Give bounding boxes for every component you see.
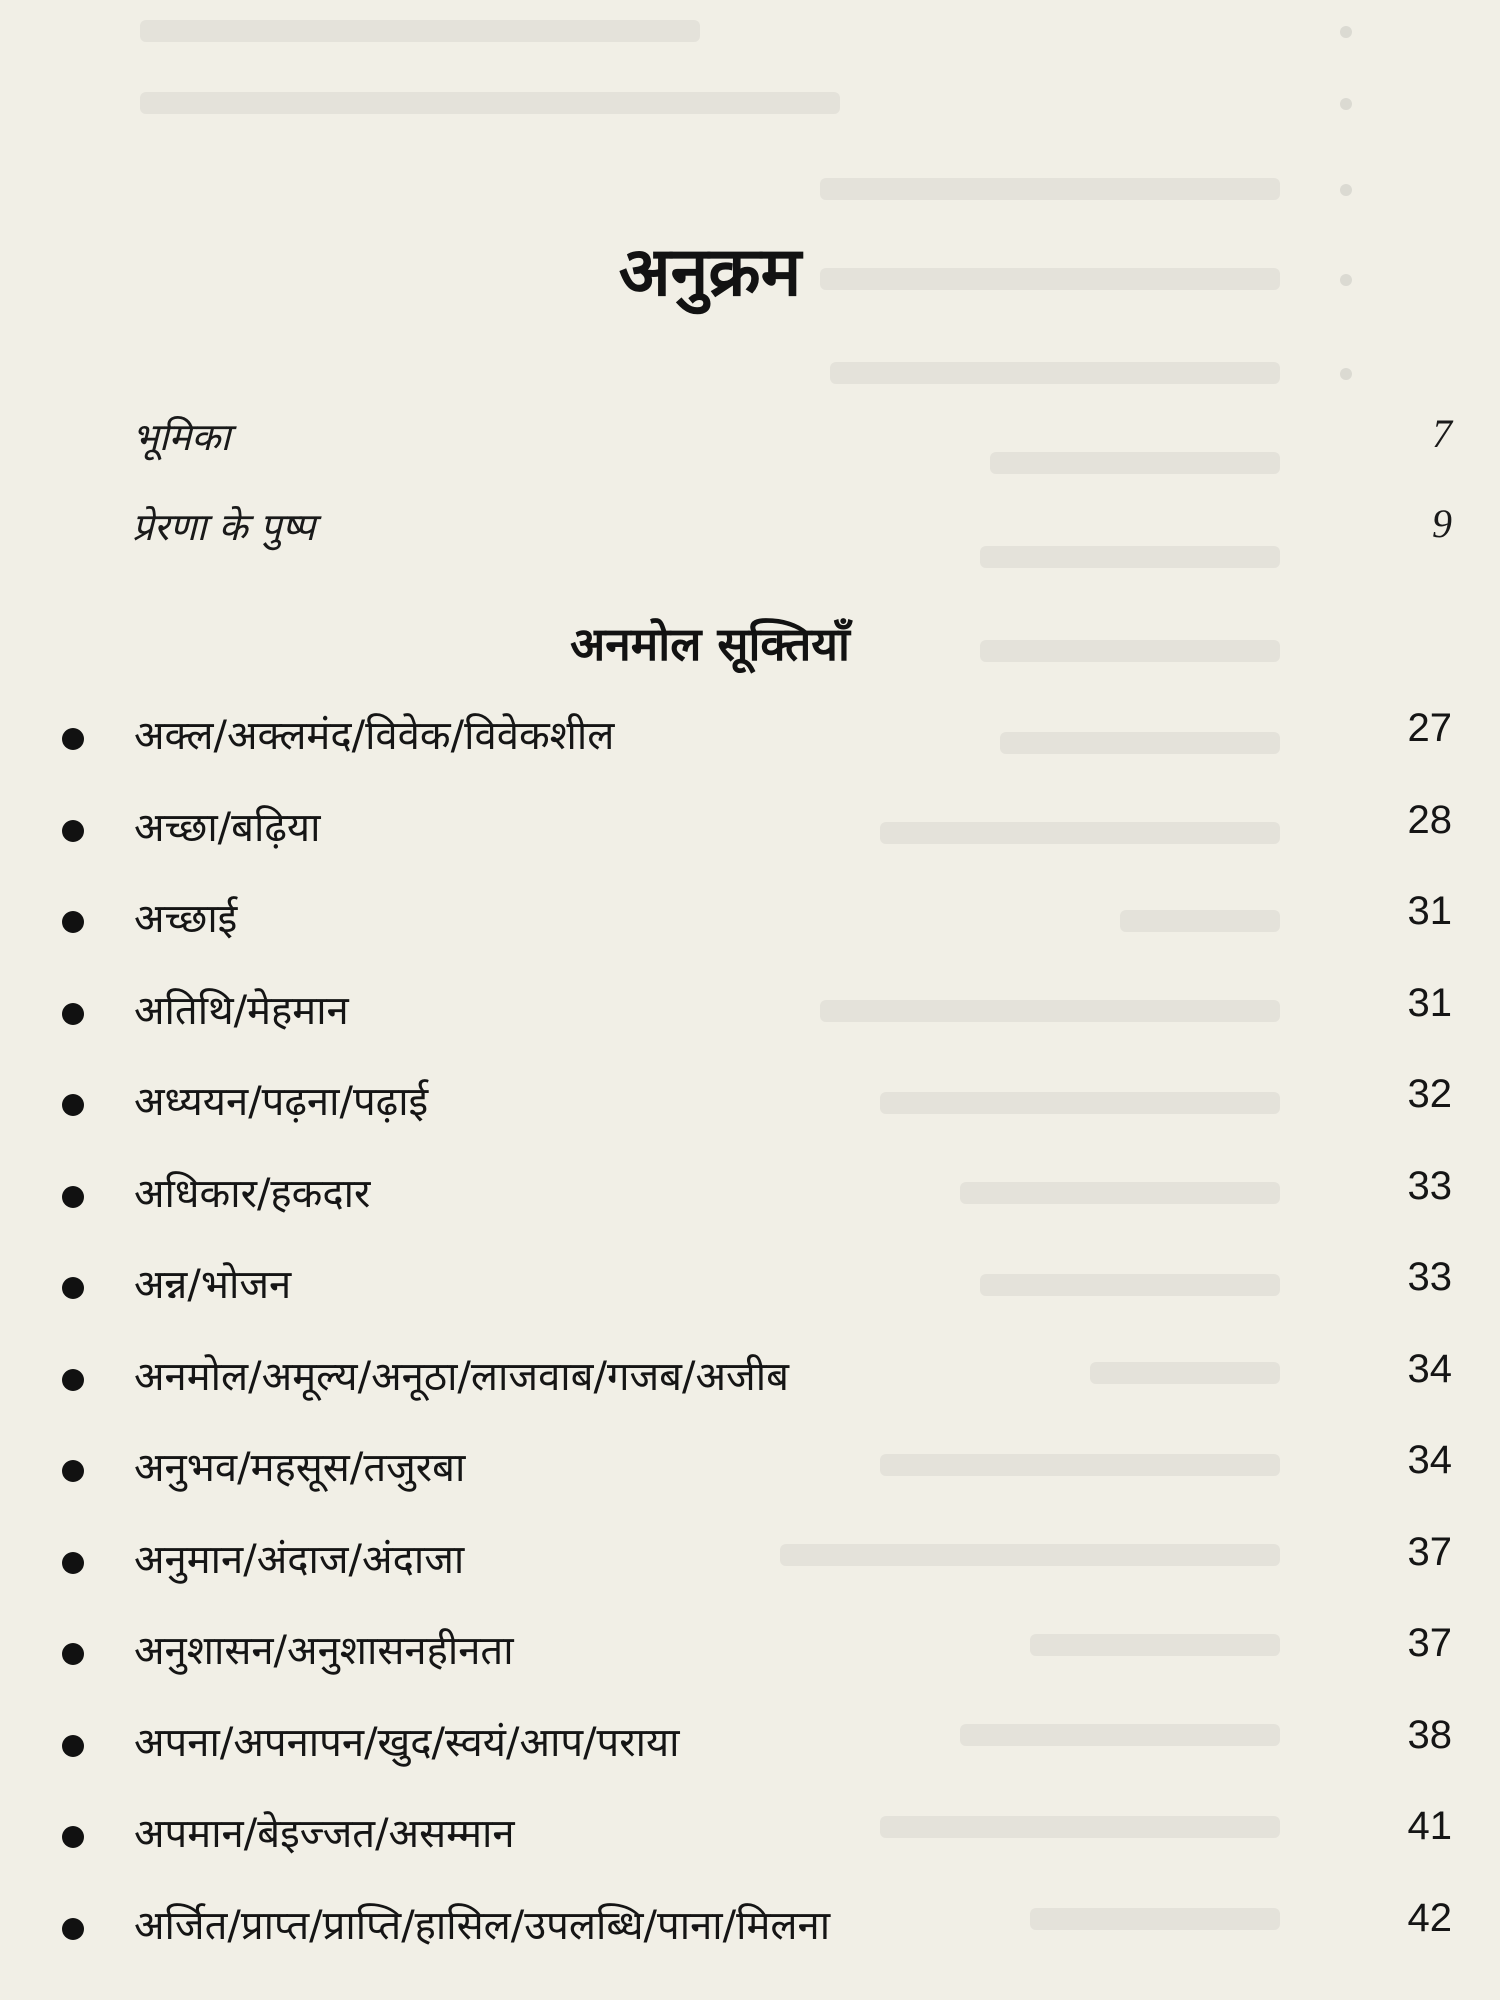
- intro-entry-inspiration[interactable]: [132, 500, 1452, 560]
- page-title: अनुक्रम: [618, 233, 802, 312]
- toc-entry[interactable]: [58, 1896, 1452, 1960]
- bullet-icon: [62, 1552, 84, 1574]
- toc-entry[interactable]: [58, 798, 1452, 862]
- toc-entry-label: अनमोल/अमूल्य/अनूठा/लाजवाब/गजब/अजीब: [134, 1354, 789, 1400]
- bullet-icon: [62, 911, 84, 933]
- toc-entry-label: अनुशासन/अनुशासनहीनता: [134, 1628, 514, 1674]
- toc-entry-page-number: 37: [1407, 1530, 1452, 1574]
- toc-entry[interactable]: [58, 1621, 1452, 1685]
- bullet-icon: [62, 1277, 84, 1299]
- toc-entry-label: अधिकार/हकदार: [134, 1171, 371, 1217]
- toc-entry[interactable]: [58, 1164, 1452, 1228]
- toc-entry[interactable]: [58, 1438, 1452, 1502]
- bullet-icon: [62, 1918, 84, 1940]
- toc-entry-page-number: 32: [1407, 1072, 1452, 1116]
- toc-entry[interactable]: [58, 1072, 1452, 1136]
- bullet-icon: [62, 820, 84, 842]
- toc-entry-page-number: 34: [1407, 1438, 1452, 1482]
- bullet-icon: [62, 1186, 84, 1208]
- toc-entry-page-number: 41: [1407, 1804, 1452, 1848]
- toc-entry-label: अतिथि/मेहमान: [134, 988, 349, 1034]
- toc-entry-page-number: 27: [1407, 706, 1452, 750]
- toc-entry-page-number: 34: [1407, 1347, 1452, 1391]
- toc-entry-label: अच्छाई: [134, 896, 238, 942]
- toc-entry-page-number: 33: [1407, 1164, 1452, 1208]
- section-heading: अनमोल सूक्तियाँ: [570, 617, 850, 671]
- toc-entry-label: अर्जित/प्राप्त/प्राप्ति/हासिल/उपलब्धि/पाना/मिलना: [134, 1903, 831, 1949]
- bullet-icon: [62, 1826, 84, 1848]
- bullet-icon: [62, 1369, 84, 1391]
- bullet-icon: [62, 1094, 84, 1116]
- toc-entry-page-number: 37: [1407, 1621, 1452, 1665]
- toc-entry[interactable]: [58, 1255, 1452, 1319]
- intro-entry-label: प्रेरणा के पुष्प: [132, 505, 316, 549]
- toc-entry-label: अपना/अपनापन/खुद/स्वयं/आप/पराया: [134, 1720, 680, 1766]
- bullet-icon: [62, 1643, 84, 1665]
- toc-entry[interactable]: [58, 981, 1452, 1045]
- bullet-icon: [62, 728, 84, 750]
- toc-entry-label: अपमान/बेइज्जत/असम्मान: [134, 1811, 515, 1857]
- toc-entry[interactable]: [58, 1804, 1452, 1868]
- intro-entry-page-number: 7: [1432, 411, 1452, 456]
- toc-entry-label: अध्ययन/पढ़ना/पढ़ाई: [134, 1079, 429, 1125]
- toc-entry-label: अन्न/भोजन: [134, 1262, 292, 1308]
- toc-entry-page-number: 33: [1407, 1255, 1452, 1299]
- toc-entry-page-number: 31: [1407, 981, 1452, 1025]
- toc-entry-page-number: 42: [1407, 1896, 1452, 1940]
- intro-entry-label: भूमिका: [132, 415, 231, 459]
- toc-entry-page-number: 28: [1407, 798, 1452, 842]
- toc-entry[interactable]: [58, 1713, 1452, 1777]
- intro-entry-page-number: 9: [1432, 501, 1452, 546]
- bullet-icon: [62, 1003, 84, 1025]
- toc-entry[interactable]: [58, 889, 1452, 953]
- toc-entry-label: अनुभव/महसूस/तजुरबा: [134, 1445, 466, 1491]
- intro-entry-preface[interactable]: [132, 410, 1452, 470]
- bullet-icon: [62, 1735, 84, 1757]
- toc-entry[interactable]: [58, 1530, 1452, 1594]
- toc-entry[interactable]: [58, 706, 1452, 770]
- toc-entry-page-number: 31: [1407, 889, 1452, 933]
- toc-entry-label: अक्ल/अक्लमंद/विवेक/विवेकशील: [134, 713, 615, 759]
- bullet-icon: [62, 1460, 84, 1482]
- toc-entry-label: अनुमान/अंदाज/अंदाजा: [134, 1537, 465, 1583]
- toc-entry-label: अच्छा/बढ़िया: [134, 805, 321, 851]
- toc-entry[interactable]: [58, 1347, 1452, 1411]
- toc-entry-page-number: 38: [1407, 1713, 1452, 1757]
